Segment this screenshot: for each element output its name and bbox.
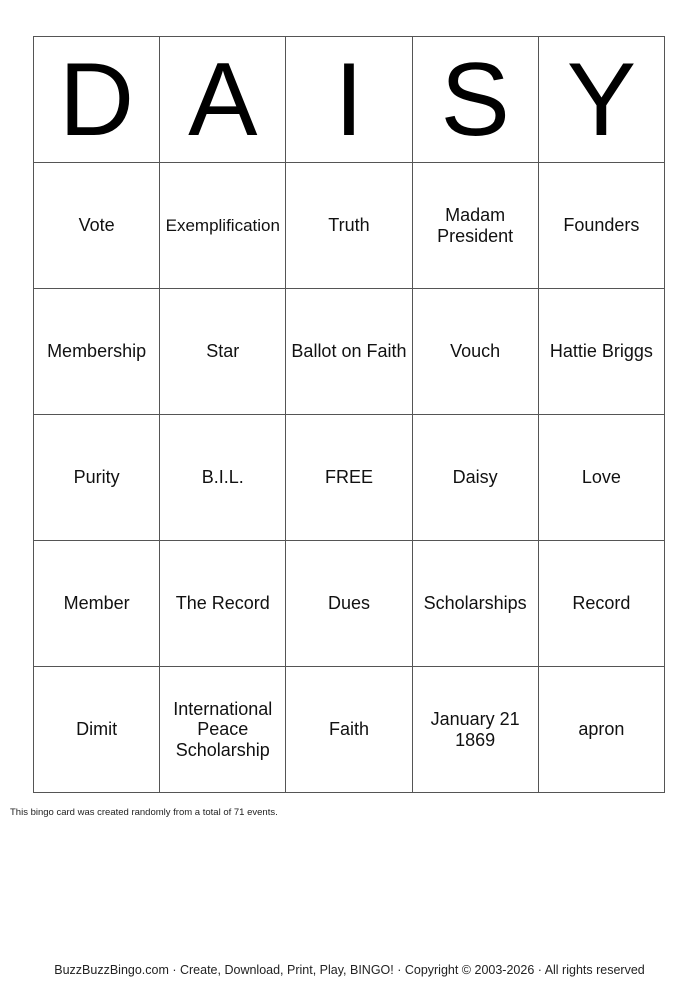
header-row (34, 37, 665, 163)
card-cell: Exemplification (160, 163, 286, 289)
card-cell: Scholarships (412, 541, 538, 667)
card-cell: International Peace Scholarship (160, 667, 286, 793)
header-letter: D (34, 37, 160, 163)
bingo-card (33, 36, 665, 793)
card-row (34, 541, 665, 667)
card-row (34, 415, 665, 541)
free-cell: FREE (286, 415, 412, 541)
card-row (34, 667, 665, 793)
header-letter: I (286, 37, 412, 163)
card-cell: Daisy (412, 415, 538, 541)
card-row (34, 289, 665, 415)
card-cell: Membership (34, 289, 160, 415)
header-letter: A (160, 37, 286, 163)
card-row (34, 163, 665, 289)
card-cell: Dues (286, 541, 412, 667)
card-cell: Dimit (34, 667, 160, 793)
card-cell: Ballot on Faith (286, 289, 412, 415)
card-cell: Purity (34, 415, 160, 541)
card-cell: Vouch (412, 289, 538, 415)
card-note: This bingo card was created randomly from a total of 71 events. (10, 807, 278, 818)
card-cell: Hattie Briggs (538, 289, 664, 415)
card-cell: Star (160, 289, 286, 415)
card-cell: Faith (286, 667, 412, 793)
card-cell: Truth (286, 163, 412, 289)
card-cell: January 21 1869 (412, 667, 538, 793)
card-cell: apron (538, 667, 664, 793)
header-letter: S (412, 37, 538, 163)
card-cell: Madam President (412, 163, 538, 289)
card-cell: B.I.L. (160, 415, 286, 541)
card-cell: Love (538, 415, 664, 541)
card-cell: Record (538, 541, 664, 667)
header-letter: Y (538, 37, 664, 163)
card-cell: The Record (160, 541, 286, 667)
card-cell: Member (34, 541, 160, 667)
card-cell: Vote (34, 163, 160, 289)
page-footer: BuzzBuzzBingo.com · Create, Download, Print, Play, BINGO! · Copyright © 2003-2026 · All rights reserved (54, 963, 645, 977)
card-cell: Founders (538, 163, 664, 289)
